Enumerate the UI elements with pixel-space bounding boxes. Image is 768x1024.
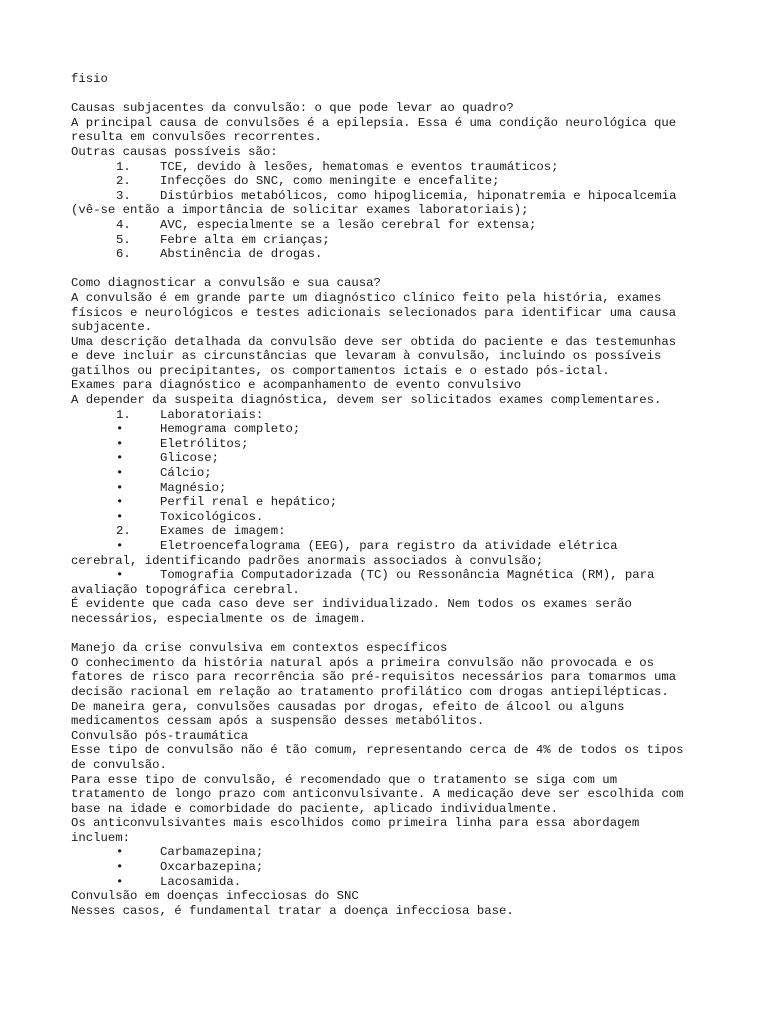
- list-item-text: Febre alta em crianças;: [160, 232, 330, 247]
- bullet-item: [71, 437, 741, 452]
- paragraph-line: subjacente.: [71, 320, 153, 335]
- bullet-item: [71, 875, 741, 890]
- spacer: [71, 627, 741, 642]
- paragraph-line: É evidente que cada caso deve ser individualizado. Nem todos os exames serão: [71, 597, 632, 612]
- paragraph-line: gatilhos ou precipitantes, os comportamentos ictais e o estado pós-ictal.: [71, 363, 610, 378]
- section-heading: Como diagnosticar a convulsão e sua causa?: [71, 276, 381, 291]
- bullet-icon: •: [116, 509, 124, 524]
- paragraph-line: resulta em convulsões recorrentes.: [71, 130, 322, 145]
- bullet-item: [71, 481, 741, 496]
- list-item: [71, 189, 741, 204]
- bullet-text: Hemograma completo;: [160, 422, 301, 437]
- bullet-continuation: avaliação topográfica cerebral.: [71, 582, 300, 597]
- list-number: 3.: [116, 188, 131, 203]
- bullet-icon: •: [116, 539, 124, 553]
- list-item: [71, 218, 741, 233]
- bullet-icon: •: [116, 436, 124, 451]
- list-number: 2.: [116, 174, 131, 189]
- bullet-item: [71, 451, 741, 466]
- paragraph-line: De maneira gera, convulsões causadas por drogas, efeito de álcool ou alguns: [71, 699, 625, 714]
- bullet-text: Tomografia Computadorizada (TC) ou Ressonância Magnética (RM), para: [160, 568, 655, 583]
- bullet-item: [71, 495, 741, 510]
- paragraph-line: A depender da suspeita diagnóstica, devem ser solicitados exames complementares.: [71, 393, 662, 408]
- list-item-text: Abstinência de drogas.: [160, 247, 323, 262]
- paragraph-line: necessários, especialmente os de imagem.: [71, 611, 367, 626]
- paragraph-line: decisão racional em relação ao tratamento profilático com drogas antiepilépticas.: [71, 684, 669, 699]
- subsection-heading: Convulsão pós-traumática: [71, 728, 249, 743]
- paragraph-line: Nesses casos, é fundamental tratar a doença infecciosa base.: [71, 903, 514, 918]
- list-item-text: Exames de imagem:: [160, 524, 286, 539]
- list-item-text: AVC, especialmente se a lesão cerebral for extensa;: [160, 217, 537, 232]
- list-number: 5.: [116, 232, 131, 247]
- list-item-text: TCE, devido à lesões, hematomas e eventos traumáticos;: [160, 159, 559, 174]
- paragraph-line: Outras causas possíveis são:: [71, 144, 278, 159]
- paragraph-line: fatores de risco para recorrência são pré-requisitos necessários para tomarmos uma: [71, 670, 677, 685]
- paragraph-line: físicos e neurológicos e testes adicionais selecionados para identificar uma causa: [71, 305, 677, 320]
- bullet-icon: •: [116, 845, 124, 860]
- bullet-icon: •: [116, 422, 124, 437]
- bullet-item: [71, 845, 741, 860]
- paragraph-line: Para esse tipo de convulsão, é recomendado que o tratamento se siga com um: [71, 772, 618, 787]
- bullet-text: Carbamazepina;: [160, 845, 264, 860]
- bullet-icon: •: [116, 860, 124, 875]
- bullet-text: Perfil renal e hepático;: [160, 495, 338, 510]
- paragraph-line: Exames para diagnóstico e acompanhamento de evento convulsivo: [71, 378, 522, 393]
- section-heading: Causas subjacentes da convulsão: o que pode levar ao quadro?: [71, 101, 514, 116]
- document-body: [71, 72, 741, 918]
- bullet-icon: •: [116, 451, 124, 466]
- paragraph-line: A principal causa de convulsões é a epilepsia. Essa é uma condição neurológica que: [71, 115, 677, 130]
- list-item: [71, 160, 741, 175]
- list-item: [71, 524, 741, 539]
- paragraph-line: Os anticonvulsivantes mais escolhidos como primeira linha para essa abordagem: [71, 816, 640, 831]
- bullet-item: [71, 539, 741, 554]
- paragraph-line: A convulsão é em grande parte um diagnóstico clínico feito pela história, exames: [71, 290, 662, 305]
- paragraph-line: e deve incluir as circunstâncias que levaram à convulsão, incluindo os possíveis: [71, 349, 662, 364]
- paragraph-line: incluem:: [71, 830, 131, 845]
- bullet-icon: •: [116, 568, 124, 583]
- list-number: 1.: [116, 159, 131, 174]
- list-number: 4.: [116, 217, 131, 232]
- bullet-icon: •: [116, 466, 124, 481]
- bullet-icon: •: [116, 495, 124, 510]
- bullet-item: [71, 860, 741, 875]
- paragraph-line: O conhecimento da história natural após a primeira convulsão não provocada e os: [71, 655, 654, 670]
- bullet-text: Lacosamida.: [160, 874, 242, 889]
- subsection-heading: Convulsão em doenças infecciosas do SNC: [71, 889, 359, 904]
- list-item: [71, 233, 741, 248]
- list-item-text: Distúrbios metabólicos, como hipoglicemia, hiponatremia e hipocalcemia: [160, 188, 677, 203]
- list-item-text: Infecções do SNC, como meningite e encefalite;: [160, 174, 500, 189]
- bullet-text: Eletrólitos;: [160, 436, 249, 451]
- paragraph-line: tratamento de longo prazo com anticonvulsivante. A medicação deve ser escolhida com: [71, 787, 684, 802]
- list-item: [71, 408, 741, 423]
- bullet-item: [71, 422, 741, 437]
- list-number: 6.: [116, 247, 131, 262]
- list-number: 1.: [116, 407, 131, 422]
- list-item: [71, 247, 741, 262]
- list-number: 2.: [116, 524, 131, 539]
- bullet-text: Oxcarbazepina;: [160, 860, 264, 875]
- section-heading: Manejo da crise convulsiva em contextos específicos: [71, 641, 448, 656]
- bullet-text: Toxicológicos.: [160, 509, 264, 524]
- paragraph-line: de convulsão.: [71, 757, 167, 772]
- spacer: [71, 87, 741, 102]
- spacer: [71, 262, 741, 277]
- bullet-text: Cálcio;: [160, 466, 212, 481]
- bullet-item: [71, 510, 741, 525]
- list-item-text: Laboratoriais:: [160, 407, 264, 422]
- list-item: [71, 174, 741, 189]
- bullet-text: Glicose;: [160, 451, 220, 466]
- bullet-text: Eletroencefalograma (EEG), para registro da atividade elétrica: [160, 539, 618, 553]
- bullet-continuation: cerebral, identificando padrões anormais associados à convulsão;: [71, 553, 544, 568]
- document-title: fisio: [71, 72, 108, 86]
- paragraph-line: Uma descrição detalhada da convulsão deve ser obtida do paciente e das testemunhas: [71, 334, 677, 349]
- bullet-item: [71, 466, 741, 481]
- paragraph-line: Esse tipo de convulsão não é tão comum, representando cerca de 4% de todos os tipos: [71, 743, 684, 758]
- bullet-item: [71, 568, 741, 583]
- list-item-continuation: (vê-se então a importância de solicitar exames laboratoriais);: [71, 203, 529, 218]
- bullet-icon: •: [116, 480, 124, 495]
- bullet-icon: •: [116, 874, 124, 889]
- bullet-text: Magnésio;: [160, 480, 227, 495]
- paragraph-line: base na idade e comorbidade do paciente, aplicado individualmente.: [71, 801, 559, 816]
- paragraph-line: medicamentos cessam após a suspensão desses metabólitos.: [71, 714, 485, 729]
